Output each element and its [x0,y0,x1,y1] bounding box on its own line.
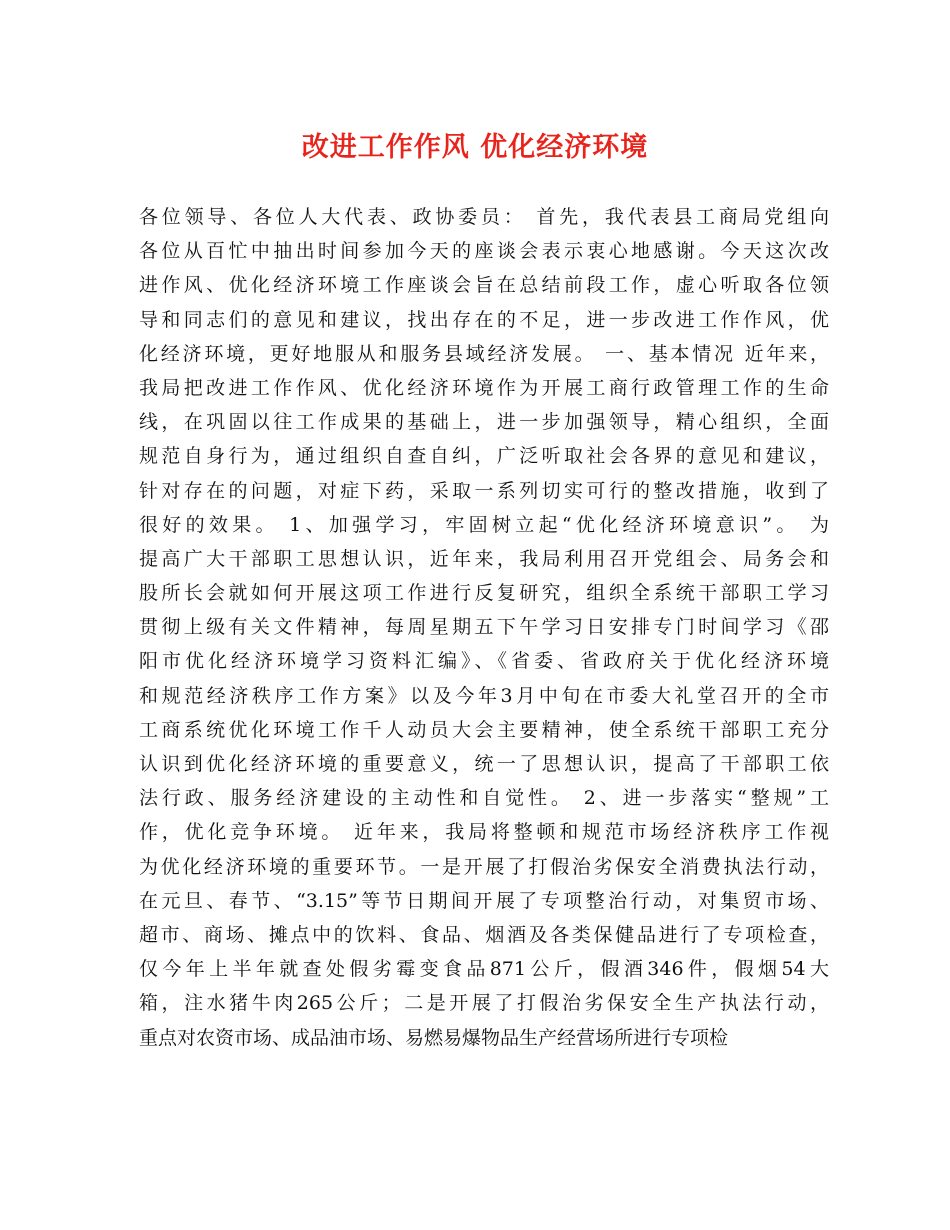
body-line: 导和同志们的意见和建议，找出存在的不足，进一步改进工作作风，优 [139,308,829,331]
body-line: 规范自身行为，通过组织自查自纠，广泛听取社会各界的意见和建议， [139,445,829,468]
body-line: 和规范经济秩序工作方案》以及今年3月中旬在市委大礼堂召开的全市 [139,684,829,707]
body-line: 仅今年上半年就查处假劣霉变食品871公斤，假酒346件，假烟54大 [139,958,829,981]
body-line: 进作风、优化经济环境工作座谈会旨在总结前段工作，虚心听取各位领 [139,274,829,297]
body-line: 各位领导、各位人大代表、政协委员： 首先，我代表县工商局党组向 [139,206,829,228]
body-line: 各位从百忙中抽出时间参加今天的座谈会表示衷心地感谢。今天这次改 [139,240,829,263]
body-line: 针对存在的问题，对症下药，采取一系列切实可行的整改措施，收到了 [139,479,829,502]
body-line: 很好的效果。 1、加强学习，牢固树立起“优化经济环境意识”。 为 [139,513,829,536]
body-line: 超市、商场、摊点中的饮料、食品、烟酒及各类保健品进行了专项检查， [139,923,829,946]
body-line: 我局把改进工作作风、优化经济环境作为开展工商行政管理工作的生命 [139,376,829,399]
body-line: 作，优化竞争环境。 近年来，我局将整顿和规范市场经济秩序工作视 [139,821,829,844]
body-line: 线，在巩固以往工作成果的基础上，进一步加强领导，精心组织，全面 [139,411,829,434]
body-line: 在元旦、春节、“3.15”等节日期间开展了专项整治行动，对集贸市场、 [139,889,829,912]
body-line: 化经济环境，更好地服从和服务县域经济发展。 一、基本情况 近年来， [139,342,829,365]
document-title: 改进工作作风 优化经济环境 [301,132,649,163]
body-line: 法行政、服务经济建设的主动性和自觉性。 2、进一步落实“整规”工 [139,787,829,810]
body-line: 工商系统优化环境工作千人动员大会主要精神，使全系统干部职工充分 [139,718,829,741]
document-body [139,200,829,1055]
body-line: 阳市优化经济环境学习资料汇编》、《省委、省政府关于优化经济环境 [139,650,829,673]
body-line: 箱，注水猪牛肉265公斤；二是开展了打假治劣保安全生产执法行动， [139,992,829,1015]
body-line: 提高广大干部职工思想认识，近年来，我局利用召开党组会、局务会和 [139,547,829,570]
body-line: 为优化经济环境的重要环节。一是开展了打假治劣保安全消费执法行动， [139,855,829,878]
body-line: 认识到优化经济环境的重要意义，统一了思想认识，提高了干部职工依 [139,753,829,775]
body-line: 贯彻上级有关文件精神，每周星期五下午学习日安排专门时间学习《邵 [139,616,829,639]
body-line: 股所长会就如何开展这项工作进行反复研究，组织全系统干部职工学习 [139,582,829,605]
body-line: 重点对农资市场、成品油市场、易燃易爆物品生产经营场所进行专项检 [139,1026,729,1049]
